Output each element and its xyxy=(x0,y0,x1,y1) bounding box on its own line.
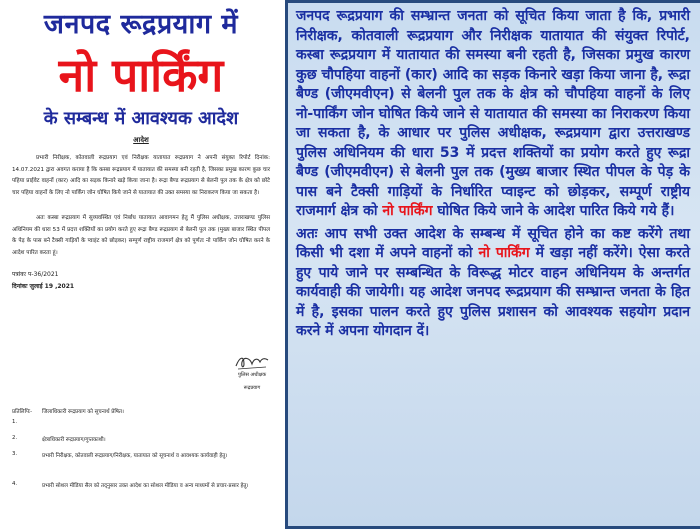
order-label: आदेश xyxy=(133,136,149,144)
heading-order-subject: के सम्बन्ध में आवश्यक आदेश xyxy=(43,108,239,129)
no-parking-highlight: नो पार्किंग xyxy=(382,203,433,219)
signature-designation: पुलिस अधीक्षक xyxy=(237,372,267,378)
heading-no-parking: नो पार्किंग xyxy=(58,48,224,102)
reference-number: पत्रांकः प-36/2021 xyxy=(12,271,59,278)
copy-number: 4. xyxy=(12,481,18,487)
copy-number: 3. xyxy=(12,451,18,457)
public-notice-panel xyxy=(285,0,700,529)
signature-image xyxy=(232,352,272,372)
copy-number: 2. xyxy=(12,435,18,441)
copy-text: क्षेत्राधिकारी रूद्रप्रयाग/गुप्तकाशी। xyxy=(42,437,106,443)
order-paragraph-1: प्रभारी निरीक्षक, कोतवाली रूद्रप्रयाग एवं निरीक्षक यातायात रूद्रप्रयाग ने अपनी संयुक्त रिपोर्ट दिनांक: 14.07.2021 द्वारा अवगत कराया है कि कस्बा रूद्रप्रयाग में यातायात की समस्या बनी रहती है, जिसका प्रमुख कारण कुछ चार पहिया प्राईवेट वाहनों (कार) आदि का सड़क किनारे खड़े किया जाना है। रूद्रा बैण्ड रूद्रप्रयाग से बेलनी पुल तक के क्षेत्र को छोटे चार पहिया वाहनों के लिए नो पार्किंग जोन घोषित किये जाने से यातायात की उक्त समस्या का निराकरण किया जा सकता है। xyxy=(12,155,270,196)
order-date: दिनांकः जुलाई 19 ,2021 xyxy=(12,283,75,290)
notice-text: अतः आप सभी उक्त आदेश के सम्बन्ध में सूचित होने का कष्ट करेंगे तथा किसी भी दशा में अपने वाहनों को xyxy=(296,225,690,261)
heading-district: जनपद रूद्रप्रयाग में xyxy=(43,9,239,40)
order-meta xyxy=(12,269,270,293)
notice-paragraph-2 xyxy=(296,225,690,342)
order-document xyxy=(0,0,280,529)
no-parking-highlight: नो पार्किंग xyxy=(478,245,530,261)
notice-text: घोषित किये जाने के आदेश पारित किये गये हैं। xyxy=(437,203,675,219)
signature-place: रूद्रप्रयाग xyxy=(243,385,261,391)
signature-block xyxy=(228,352,276,391)
notice-text: जनपद रूद्रप्रयाग की सम्भ्रान्त जनता को सूचित किया जाता है कि, प्रभारी निरीक्षक, कोतवाली रूद्रप्रयाग और निरीक्षक यातायात की संयुक्त रिपोर्ट, कस्बा रूद्रप्रयाग में यातायात की समस्या बनी रहती है, जिसका प्रमुख कारण कुछ चौपहिया वाहनों (कार) आदि का सड़क किनारे खड़ा किया जाना है, रूद्रा बैण्ड (जीएमवीएन) से बेलनी पुल तक के क्षेत्र को चौपहिया वाहनों के लिए नो-पार्किंग जोन घोषित किये जाने से यातायात की समस्या का निराकरण किया जा सकता है, के आधार पर पुलिस अधीक्षक, रूद्रप्रयाग द्वारा उत्तराखण्ड पुलिस अधिनियम की धारा 53 में प्रदत्त शक्तियों का प्रयोग करते हुए रूद्रा बैण्ड (जीएमवीएन) से बेलनी पुल तक (मुख्य बाजार स्थित पीपल के पेड़ के पास बने टैक्सी गाड़ियों के निर्धारित प्वाइन्ट को छोड़कर, सम्पूर्ण राष्ट्रीय राजमार्ग क्षेत्र को xyxy=(296,8,690,219)
copy-number: 1. xyxy=(12,419,18,425)
notice-text: में खड़ा नहीं करेंगे। ऐसा करते हुए पाये जाने पर सम्बन्धित के विरूद्ध मोटर वाहन अधिनियम के अन्तर्गत कार्यवाही की जायेगी। यह आदेश जनपद रूद्रप्रयाग की सम्भ्रान्त जनता के हित में है, इसका पालन करते हुए पुलिस प्रशासन को आवश्यक सहयोग प्रदान करने में अपना योगदान दें। xyxy=(296,245,690,339)
copy-text: प्रभारी निरीक्षक, कोतवाली रूद्रप्रयाग/निरीक्षक, यातायात को सूचनार्थ व आवश्यक कार्यवाही हेतु। xyxy=(42,453,228,459)
order-paragraph-2: अतः कस्बा रूद्रप्रयाग में सुव्यवस्थित एवं निर्बाध यातायात आवागमन हेतु मैं पुलिस अधीक्षक, उत्तराखण्ड पुलिस अधिनियम की धारा 53 में प्रदत्त शक्तियों का प्रयोग करते हुए रूद्रा बैण्ड रूद्रप्रयाग से बेलनी पुल तक (मुख्य बाजार स्थित पीपल के पेड़ के पास बने टैक्सी गाड़ियों के प्वाइंट को छोड़कर) सम्पूर्ण राष्ट्रीय राजमार्ग क्षेत्र को पूर्णतः नो पार्किंग जोन घोषित करने के आदेश पारित करता हूं। xyxy=(12,215,270,256)
copy-text: प्रभारी सोशल मीडिया सैल को तद्नुसार उक्त आदेश का सोशल मीडिया व अन्य माध्यमों से प्रचार-प्रसार हेतु। xyxy=(42,483,249,489)
copy-heading: प्रतिलिपिः- xyxy=(12,409,33,415)
notice-paragraph-1 xyxy=(296,7,690,222)
copy-text: जिलाधिकारी रूद्रप्रयाग को सूचनार्थ प्रेषित। xyxy=(42,409,124,415)
